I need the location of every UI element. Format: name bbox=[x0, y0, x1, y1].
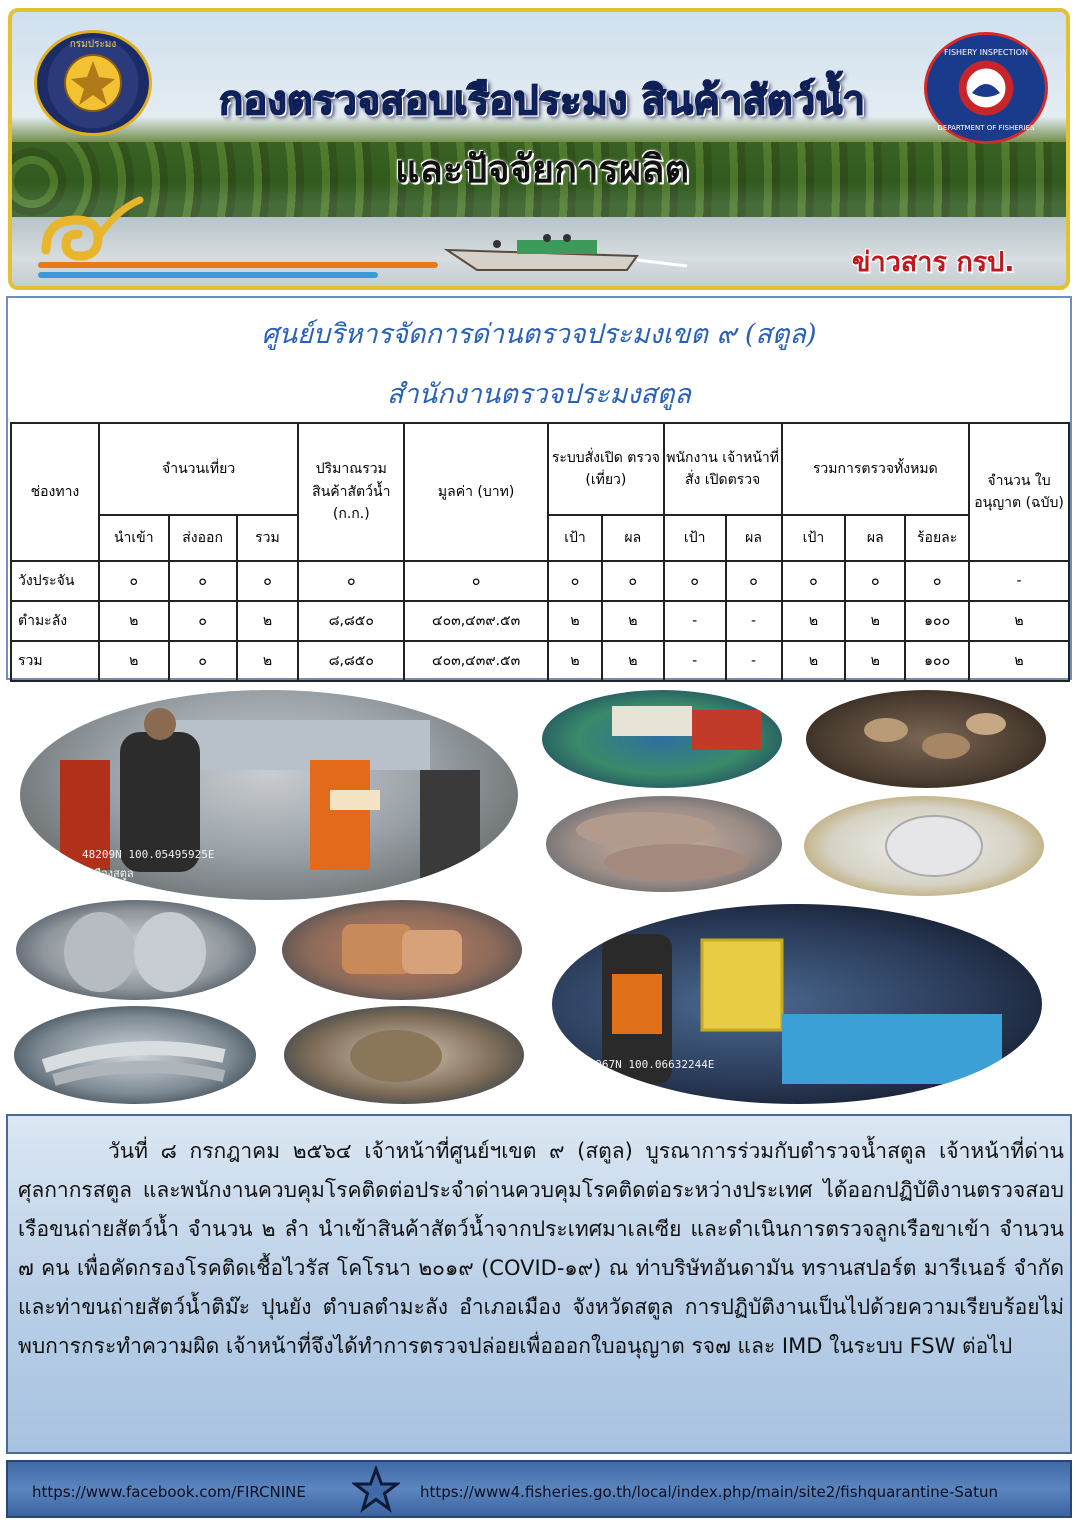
header-banner bbox=[8, 8, 1070, 290]
cell-officer-target: ๐ bbox=[664, 561, 726, 601]
cell-percent: ๐ bbox=[905, 561, 969, 601]
fishery-inspection-badge-icon bbox=[924, 32, 1048, 144]
cell-officer-result: ๐ bbox=[726, 561, 782, 601]
news-description bbox=[6, 1114, 1072, 1454]
cell-value: ๔๐๓,๔๓๙.๕๓ bbox=[404, 641, 548, 681]
cell-all-target: ๒ bbox=[782, 641, 846, 681]
cell-all-result: ๐ bbox=[845, 561, 905, 601]
cell-system-target: ๒ bbox=[548, 601, 602, 641]
header-total-inspection: รวมการตรวจทั้งหมด bbox=[782, 423, 970, 515]
cell-channel: รวม bbox=[11, 641, 99, 681]
cell-all-result: ๒ bbox=[845, 601, 905, 641]
photo-horseshoe-crab bbox=[284, 1006, 524, 1104]
photo-large-fish bbox=[546, 796, 782, 892]
cell-percent: ๑๐๐ bbox=[905, 641, 969, 681]
banner-title-line1: กองตรวจสอบเรือประมง สินค้าสัตว์น้ำ bbox=[219, 78, 865, 124]
header-officer: พนักงาน เจ้าหน้าที่สั่ง เปิดตรวจ bbox=[664, 423, 782, 515]
cell-officer-target: - bbox=[664, 601, 726, 641]
cell-system-result: ๐ bbox=[602, 561, 664, 601]
cell-in: ๒ bbox=[99, 641, 169, 681]
header-all-target: เป้า bbox=[782, 515, 846, 561]
cell-out: ๐ bbox=[169, 561, 237, 601]
blue-stripe bbox=[38, 272, 378, 278]
cell-total: ๐ bbox=[237, 561, 299, 601]
photo-location-label: องสตูล bbox=[596, 1077, 629, 1090]
cell-total: ๒ bbox=[237, 601, 299, 641]
header-system-target: เป้า bbox=[548, 515, 602, 561]
header-quantity: ปริมาณรวม สินค้าสัตว์น้ำ (ก.ก.) bbox=[298, 423, 404, 561]
cell-value: ๐ bbox=[404, 561, 548, 601]
header-all-result: ผล bbox=[845, 515, 905, 561]
cell-quantity: ๐ bbox=[298, 561, 404, 601]
news-tag: ข่าวสาร กรป. bbox=[852, 247, 1015, 278]
header-trips-total: รวม bbox=[237, 515, 299, 561]
svg-text:DEPARTMENT OF FISHERIES: DEPARTMENT OF FISHERIES bbox=[937, 124, 1035, 132]
header-order-system: ระบบสั่งเปิด ตรวจ (เที่ยว) bbox=[548, 423, 664, 515]
photo-location-label: เมืองสตูล bbox=[90, 867, 134, 880]
banner-title-line2: และปัจจัยการผลิต bbox=[394, 147, 690, 191]
cell-system-result: ๒ bbox=[602, 641, 664, 681]
cell-licenses: ๒ bbox=[969, 601, 1069, 641]
star-icon bbox=[352, 1466, 400, 1514]
longtail-boat-icon bbox=[437, 230, 687, 274]
cell-quantity: ๘,๘๕๐ bbox=[298, 641, 404, 681]
cell-officer-target: - bbox=[664, 641, 726, 681]
header-officer-result: ผล bbox=[726, 515, 782, 561]
left-seal-text: กรมประมง bbox=[69, 39, 117, 50]
table-row bbox=[11, 561, 1069, 601]
cell-all-target: ๒ bbox=[782, 601, 846, 641]
cell-system-target: ๐ bbox=[548, 561, 602, 601]
cell-officer-result: - bbox=[726, 641, 782, 681]
cell-out: ๐ bbox=[169, 641, 237, 681]
photo-pomfret bbox=[804, 796, 1044, 896]
cell-all-result: ๒ bbox=[845, 641, 905, 681]
description-text: วันที่ ๘ กรกฎาคม ๒๕๖๔ เจ้าหน้าที่ศูนย์ฯเขต ๙ (สตูล) บูรณาการร่วมกับตำรวจน้ำสตูล เจ้าหน้าที่ด่านศุลกากรสตูล และพนักงานควบคุมโรคติดต่อประจำด่านควบคุมโรคติดต่อระหว่างประเทศ ได้ออกปฏิบัติงานตรวจสอบเรือขนถ่ายสัตว์น้ำ จำนวน ๒ ลำ นำเข้าสินค้าสัตว์น้ำจากประเทศมาเลเซีย และดำเนินการตรวจลูกเรือขาเข้า จำนวน ๗ คน เพื่อคัดกรองโรคติดเชื้อไวรัส โคโรนา ๒๐๑๙ (COVID-๑๙) ณ ท่าบริษัทอันดามัน ทรานสปอร์ต มารีเนอร์ จำกัด และท่าขนถ่ายสัตว์น้ำติม๊ะ ปุนยัง ตำบลตำมะลัง อำเภอเมือง จังหวัดสตูล การปฏิบัติงานเป็นไปด้วยความเรียบร้อยไม่พบการกระทำความผิด เจ้าหน้าที่จึงได้ทำการตรวจปล่อยเพื่อออกใบอนุญาต รจ๗ และ IMD ในระบบ FSW ต่อไป bbox=[18, 1139, 1064, 1358]
cell-total: ๒ bbox=[237, 641, 299, 681]
department-of-fisheries-seal-icon bbox=[34, 30, 152, 136]
photo-shrimp bbox=[282, 900, 522, 1000]
photo-vessel-deck bbox=[542, 690, 782, 788]
header-trips-out: ส่งออก bbox=[169, 515, 237, 561]
header-licenses: จำนวน ใบอนุญาต (ฉบับ) bbox=[969, 423, 1069, 561]
header-value: มูลค่า (บาท) bbox=[404, 423, 548, 561]
cell-percent: ๑๐๐ bbox=[905, 601, 969, 641]
footer-bar bbox=[6, 1460, 1072, 1518]
cell-system-result: ๒ bbox=[602, 601, 664, 641]
inspection-stats-table bbox=[10, 422, 1070, 682]
photo-shellfish bbox=[806, 690, 1046, 788]
cell-value: ๔๐๓,๔๓๙.๕๓ bbox=[404, 601, 548, 641]
cell-in: ๐ bbox=[99, 561, 169, 601]
header-trips-in: นำเข้า bbox=[99, 515, 169, 561]
photo-officers-handover bbox=[20, 690, 518, 900]
cell-system-target: ๒ bbox=[548, 641, 602, 681]
cell-quantity: ๘,๘๕๐ bbox=[298, 601, 404, 641]
cell-licenses: - bbox=[969, 561, 1069, 601]
photo-gps-label: 29967N 100.06632244E bbox=[582, 1058, 715, 1071]
statistics-section bbox=[6, 296, 1072, 680]
website-link[interactable]: https://www4.fisheries.go.th/local/index.php/main/site2/fishquarantine-Satun bbox=[420, 1483, 998, 1501]
header-trips: จำนวนเที่ยว bbox=[99, 423, 299, 515]
svg-text:FISHERY INSPECTION: FISHERY INSPECTION bbox=[944, 48, 1028, 57]
cell-out: ๐ bbox=[169, 601, 237, 641]
photo-night-inspection bbox=[552, 904, 1042, 1104]
photo-mackerel bbox=[14, 1006, 256, 1104]
header-system-result: ผล bbox=[602, 515, 664, 561]
photo-silver-fish bbox=[16, 900, 256, 1000]
office-title: สำนักงานตรวจประมงสตูล bbox=[387, 379, 691, 410]
facebook-link[interactable]: https://www.facebook.com/FIRCNINE bbox=[32, 1483, 306, 1501]
cell-channel: ตำมะลัง bbox=[11, 601, 99, 641]
cell-licenses: ๒ bbox=[969, 641, 1069, 681]
table-row bbox=[11, 641, 1069, 681]
cell-in: ๒ bbox=[99, 601, 169, 641]
cell-all-target: ๐ bbox=[782, 561, 846, 601]
table-row bbox=[11, 601, 1069, 641]
header-officer-target: เป้า bbox=[664, 515, 726, 561]
header-percent: ร้อยละ bbox=[905, 515, 969, 561]
orange-stripe bbox=[38, 262, 438, 268]
region-nine-logo-icon bbox=[36, 190, 146, 270]
cell-officer-result: - bbox=[726, 601, 782, 641]
center-title: ศูนย์บริหารจัดการด่านตรวจประมงเขต ๙ (สตูล) bbox=[261, 319, 817, 350]
photo-gps-label: 48209N 100.05495925E bbox=[82, 848, 215, 861]
header-channel: ช่องทาง bbox=[11, 423, 99, 561]
cell-channel: วังประจัน bbox=[11, 561, 99, 601]
